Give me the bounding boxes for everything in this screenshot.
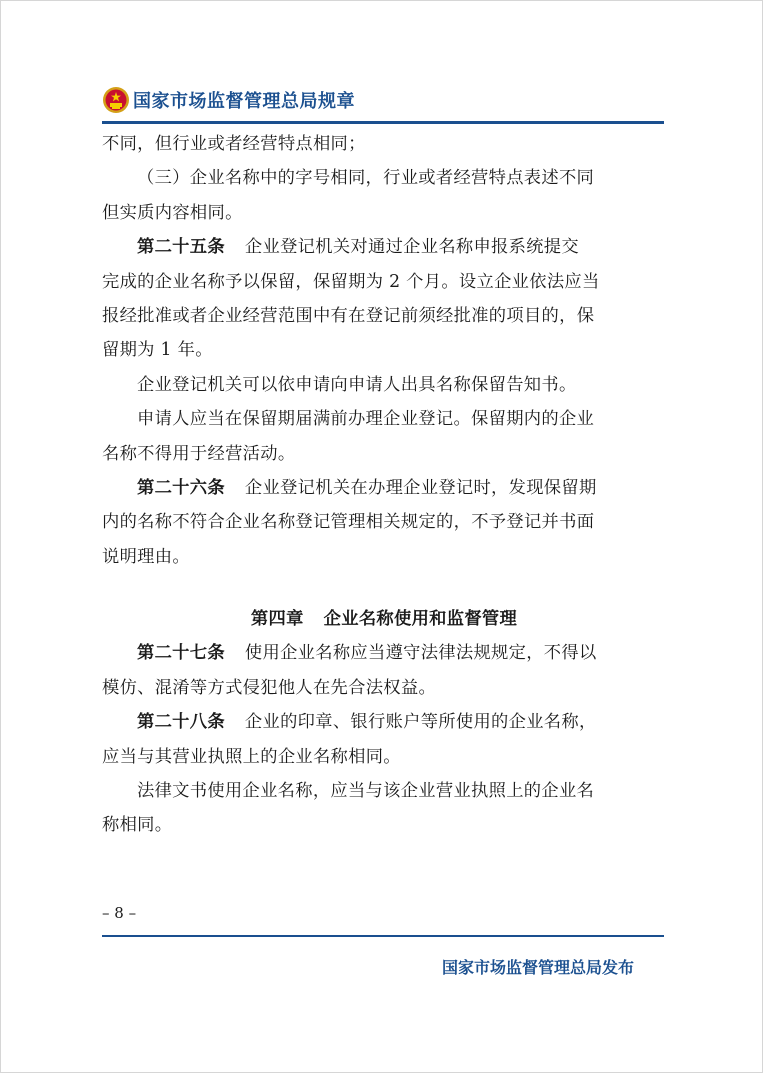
paragraph: 法律文书使用企业名称，应当与该企业营业执照上的企业名: [137, 780, 595, 801]
article-title: 第二十八条: [137, 712, 225, 733]
paragraph: 申请人应当在保留期届满前办理企业登记。保留期内的企业: [137, 409, 595, 430]
paragraph: 不同，但行业或者经营特点相同；: [102, 134, 366, 154]
article-text: 使用企业名称应当遵守法律法规规定，不得以: [244, 643, 597, 664]
paragraph: 名称不得用于经营活动。: [102, 443, 296, 464]
page-number: – 8 –: [102, 904, 137, 922]
publisher-text: 国家市场监督管理总局发布: [441, 958, 634, 977]
paragraph: 称相同。: [102, 815, 173, 836]
paragraph: 企业登记机关可以依申请向申请人出具名称保留告知书。: [137, 374, 577, 395]
header-title: 国家市场监督管理总局规章: [133, 91, 355, 112]
paragraph: 说明理由。: [102, 546, 190, 567]
article-26: [102, 471, 666, 505]
chapter-title: 企业名称使用和监督管理: [323, 609, 518, 630]
header-rule: [102, 121, 664, 124]
paragraph: 留期为 1 年。: [102, 340, 213, 361]
footer-rule: [102, 935, 664, 937]
national-emblem-icon: [102, 86, 130, 114]
article-text: 企业的印章、银行账户等所使用的企业名称，: [244, 712, 597, 733]
chapter-number: 第四章: [250, 609, 304, 630]
article-title: 第二十六条: [137, 478, 225, 499]
paragraph: 内的名称不符合企业名称登记管理相关规定的，不予登记并书面: [102, 512, 595, 533]
article-28: [102, 705, 666, 739]
paragraph: 模仿、混淆等方式侵犯他人在先合法权益。: [102, 677, 437, 698]
article-text: 企业登记机关对通过企业名称申报系统提交: [244, 237, 579, 258]
document-header: [102, 84, 664, 122]
spacer: [102, 574, 666, 602]
paragraph: 但实质内容相同。: [102, 202, 243, 223]
paragraph: （三）企业名称中的字号相同，行业或者经营特点表述不同: [137, 168, 595, 189]
document-body: [102, 127, 666, 843]
article-27: [102, 636, 666, 670]
paragraph: 应当与其营业执照上的企业名称相同。: [102, 746, 401, 767]
chapter-heading: [102, 602, 666, 636]
article-title: 第二十五条: [137, 237, 225, 258]
article-text: 企业登记机关在办理企业登记时，发现保留期: [244, 478, 597, 499]
paragraph: 完成的企业名称予以保留，保留期为 2 个月。设立企业依法应当: [102, 271, 600, 292]
article-25: [102, 230, 666, 264]
article-title: 第二十七条: [137, 643, 225, 664]
paragraph: 报经批准或者企业经营范围中有在登记前须经批准的项目的，保: [102, 306, 595, 327]
